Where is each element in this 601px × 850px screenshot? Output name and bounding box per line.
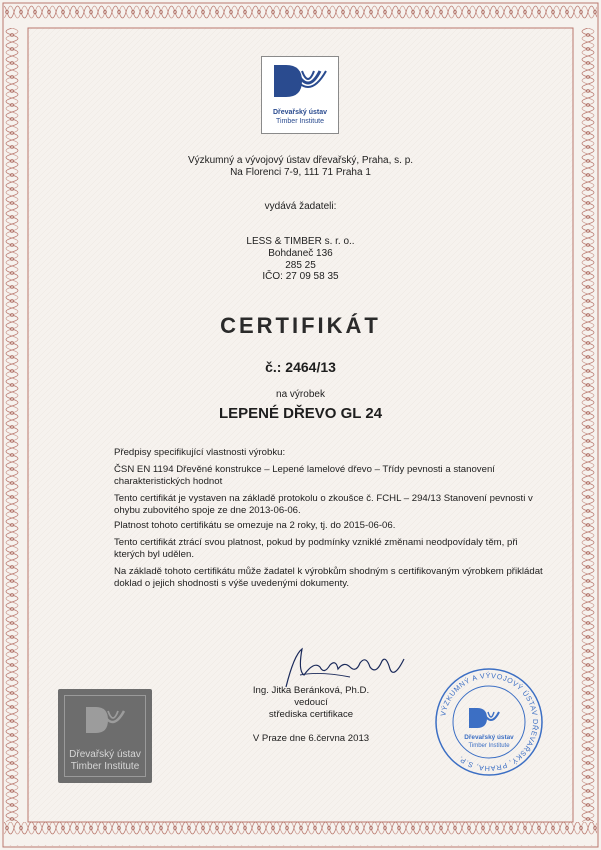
issuer-name: Výzkumný a vývojový ústav dřevařský, Praha, s. p. <box>187 155 414 166</box>
issuer-address: Na Florenci 7-9, 111 71 Praha 1 <box>230 167 371 178</box>
signatory-role2: střediska certifikace <box>268 709 354 720</box>
stamp-line1: Dřevařský ústav <box>464 734 514 741</box>
logo-line2: Timber Institute <box>276 118 324 125</box>
signatory-name: Ing. Jitka Beránková, Ph.D. <box>252 685 370 696</box>
hologram-stamp <box>58 689 152 783</box>
applicant-name: LESS & TIMBER s. r. o.. <box>246 236 355 247</box>
protocol-paragraph: Tento certifikát je vystaven na základě protokolu o zkoušce č. FCHL – 294/13 Stanovení pevnosti v ohybu zubovitého spoje ze dne 2013-06-06. <box>114 493 533 516</box>
spec-heading: Předpisy specifikující vlastnosti výrobku: <box>114 447 286 458</box>
hologram-line2: Timber Institute <box>70 761 140 772</box>
validity-paragraph: Platnost tohoto certifikátu se omezuje na 2 roky, tj. do 2015-06-06. <box>114 520 396 531</box>
issued-to-label: vydává žadateli: <box>264 201 337 212</box>
round-stamp-graphic <box>433 666 545 778</box>
stamp-ring-text: VÝZKUMNÝ A VÝVOJOVÝ ÚSTAV DŘEVAŘSKÝ, PRAHA, S.P. <box>438 670 541 774</box>
signatory-role1: vedoucí <box>294 697 328 708</box>
standard-paragraph: ČSN EN 1194 Dřevěné konstrukce – Lepené lamelové dřevo – Třídy pevnosti a stanovení charakteristických hodnot <box>114 464 495 487</box>
applicant-ico: IČO: 27 09 58 35 <box>262 271 339 282</box>
hologram-logo-icon <box>80 703 130 743</box>
applicant-street: Bohdaneč 136 <box>268 248 333 259</box>
product-label: na výrobek <box>276 389 325 400</box>
stamp-line2: Timber Institute <box>468 743 510 749</box>
place-date: V Praze dne 6.června 2013 <box>252 733 370 744</box>
hologram-line1: Dřevařský ústav <box>69 749 141 760</box>
product-name: LEPENÉ DŘEVO GL 24 <box>218 405 383 422</box>
certificate-number: č.: 2464/13 <box>265 359 336 375</box>
certificate-title: CERTIFIKÁT <box>220 313 381 338</box>
conformity-paragraph: Na základě tohoto certifikátu může žadatel k výrobkům shodným s certifikovaným výrobkem přikládat doklad o jejich shodnosti s výše uvedenými dokumenty. <box>114 566 543 589</box>
logo-waves-icon <box>262 57 338 109</box>
invalidation-paragraph: Tento certifikát ztrácí svou platnost, pokud by podmínky vzniklé změnami neodpovídaly těm, při kterých byl udělen. <box>114 537 518 560</box>
logo-line1: Dřevařský ústav <box>272 109 328 116</box>
institute-logo <box>261 56 339 134</box>
applicant-zip: 285 25 <box>285 260 316 271</box>
round-stamp <box>433 666 545 778</box>
